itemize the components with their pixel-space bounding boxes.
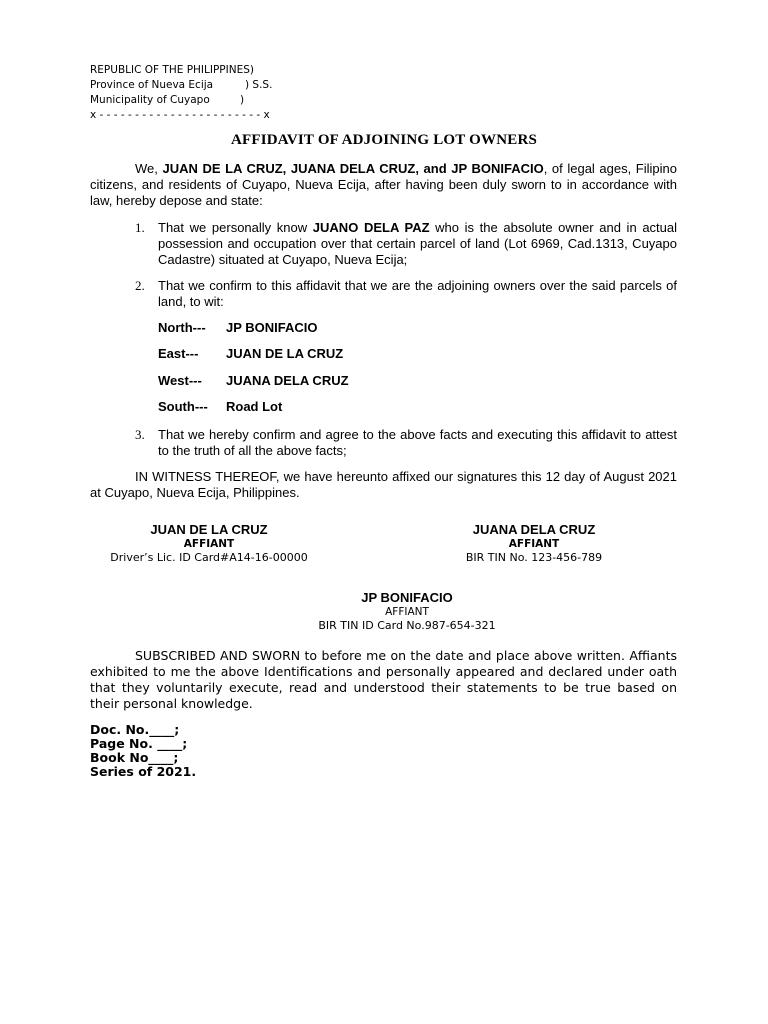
municipality-paren: )	[240, 94, 245, 106]
list-item	[135, 278, 677, 310]
document-title: AFFIDAVIT OF ADJOINING LOT OWNERS	[230, 132, 538, 148]
item-text: That we hereby confirm and agree to the above facts and executing this affidavit to attest to the truth of all the above facts;	[158, 427, 677, 458]
series-year: Series of 2021.	[90, 764, 197, 779]
item-text-post: who is the absolute owner and in actual possession and occupation over that certain parcel of land (Lot 6969, Cad.1313, Cuyapo Cadastre) situated at Cuyapo, Nueva Ecija;	[158, 220, 678, 267]
signatory-name: JP BONIFACIO	[361, 590, 453, 605]
boundary-north	[158, 320, 318, 335]
intro-we: We,	[135, 161, 163, 176]
signatory-id: Driver’s Lic. ID Card#A14-16-00000	[110, 551, 308, 564]
signatory-id: BIR TIN ID Card No.987-654-321	[318, 619, 496, 632]
owner-name: JUANO DELA PAZ	[312, 220, 430, 235]
item-text-pre: That we personally know	[158, 220, 313, 235]
municipality-line: Municipality of Cuyapo	[90, 94, 210, 106]
item-text: That we confirm to this affidavit that we are the adjoining owners over the said parcels of land, to wit:	[158, 278, 677, 309]
jurat-paragraph: SUBSCRIBED AND SWORN to before me on the date and place above written. Affiants exhibited to me the above Identifications and personally appeared and declared under oath that they voluntarily execute, read and understood their statements to be true based on their personal knowledge.	[90, 648, 677, 711]
boundary-east	[158, 346, 343, 361]
boundary-direction: South---	[158, 399, 208, 414]
boundary-west	[158, 373, 349, 388]
item-number: 1.	[135, 220, 145, 235]
boundary-owner: JP BONIFACIO	[226, 320, 318, 335]
intro-paragraph	[90, 161, 677, 209]
intro-names: JUAN DE LA CRUZ, JUANA DELA CRUZ, and JP BONIFACIO	[162, 161, 544, 176]
signature-block-jp	[292, 590, 522, 633]
signatory-role: AFFIANT	[183, 538, 235, 550]
intro-rest: , of legal ages, Filipino citizens, and residents of Cuyapo, Nueva Ecija, after having been duly sworn to in accordance with law, hereby depose and state:	[90, 161, 677, 208]
doc-number: Doc. No.____;	[90, 722, 180, 737]
venue-header	[90, 63, 273, 123]
item-number: 3.	[135, 427, 145, 442]
signatory-role: AFFIANT	[508, 538, 560, 550]
page-number: Page No. ____;	[90, 736, 188, 751]
signatory-name: JUANA DELA CRUZ	[472, 522, 596, 537]
witness-paragraph: IN WITNESS THEREOF, we have hereunto affixed our signatures this 12 day of August 2021 at Cuyapo, Nueva Ecija, Philippines.	[90, 469, 677, 500]
signatory-name: JUAN DE LA CRUZ	[150, 522, 268, 537]
notarial-register	[90, 723, 196, 779]
signature-block-juan	[108, 522, 310, 565]
ss-marker: ) S.S.	[245, 79, 273, 91]
boundary-south	[158, 399, 282, 414]
boundary-owner: Road Lot	[226, 399, 283, 414]
boundary-direction: North---	[158, 320, 206, 335]
list-item	[135, 427, 677, 459]
republic-line: REPUBLIC OF THE PHILIPPINES)	[90, 64, 254, 76]
boundary-owner: JUANA DELA CRUZ	[226, 373, 349, 388]
province-line: Province of Nueva Ecija	[90, 79, 214, 91]
boundary-direction: East---	[158, 346, 199, 361]
boundary-direction: West---	[158, 373, 202, 388]
venue-separator: x - - - - - - - - - - - - - - - - - - - - - - - x	[90, 109, 270, 121]
book-number: Book No____;	[90, 750, 179, 765]
signatory-id: BIR TIN No. 123-456-789	[465, 551, 603, 564]
list-item	[135, 220, 677, 268]
item-text	[158, 220, 677, 268]
item-number: 2.	[135, 278, 145, 293]
signatory-role: AFFIANT	[385, 606, 429, 618]
signature-block-juana	[424, 522, 644, 565]
boundary-owner: JUAN DE LA CRUZ	[226, 346, 344, 361]
